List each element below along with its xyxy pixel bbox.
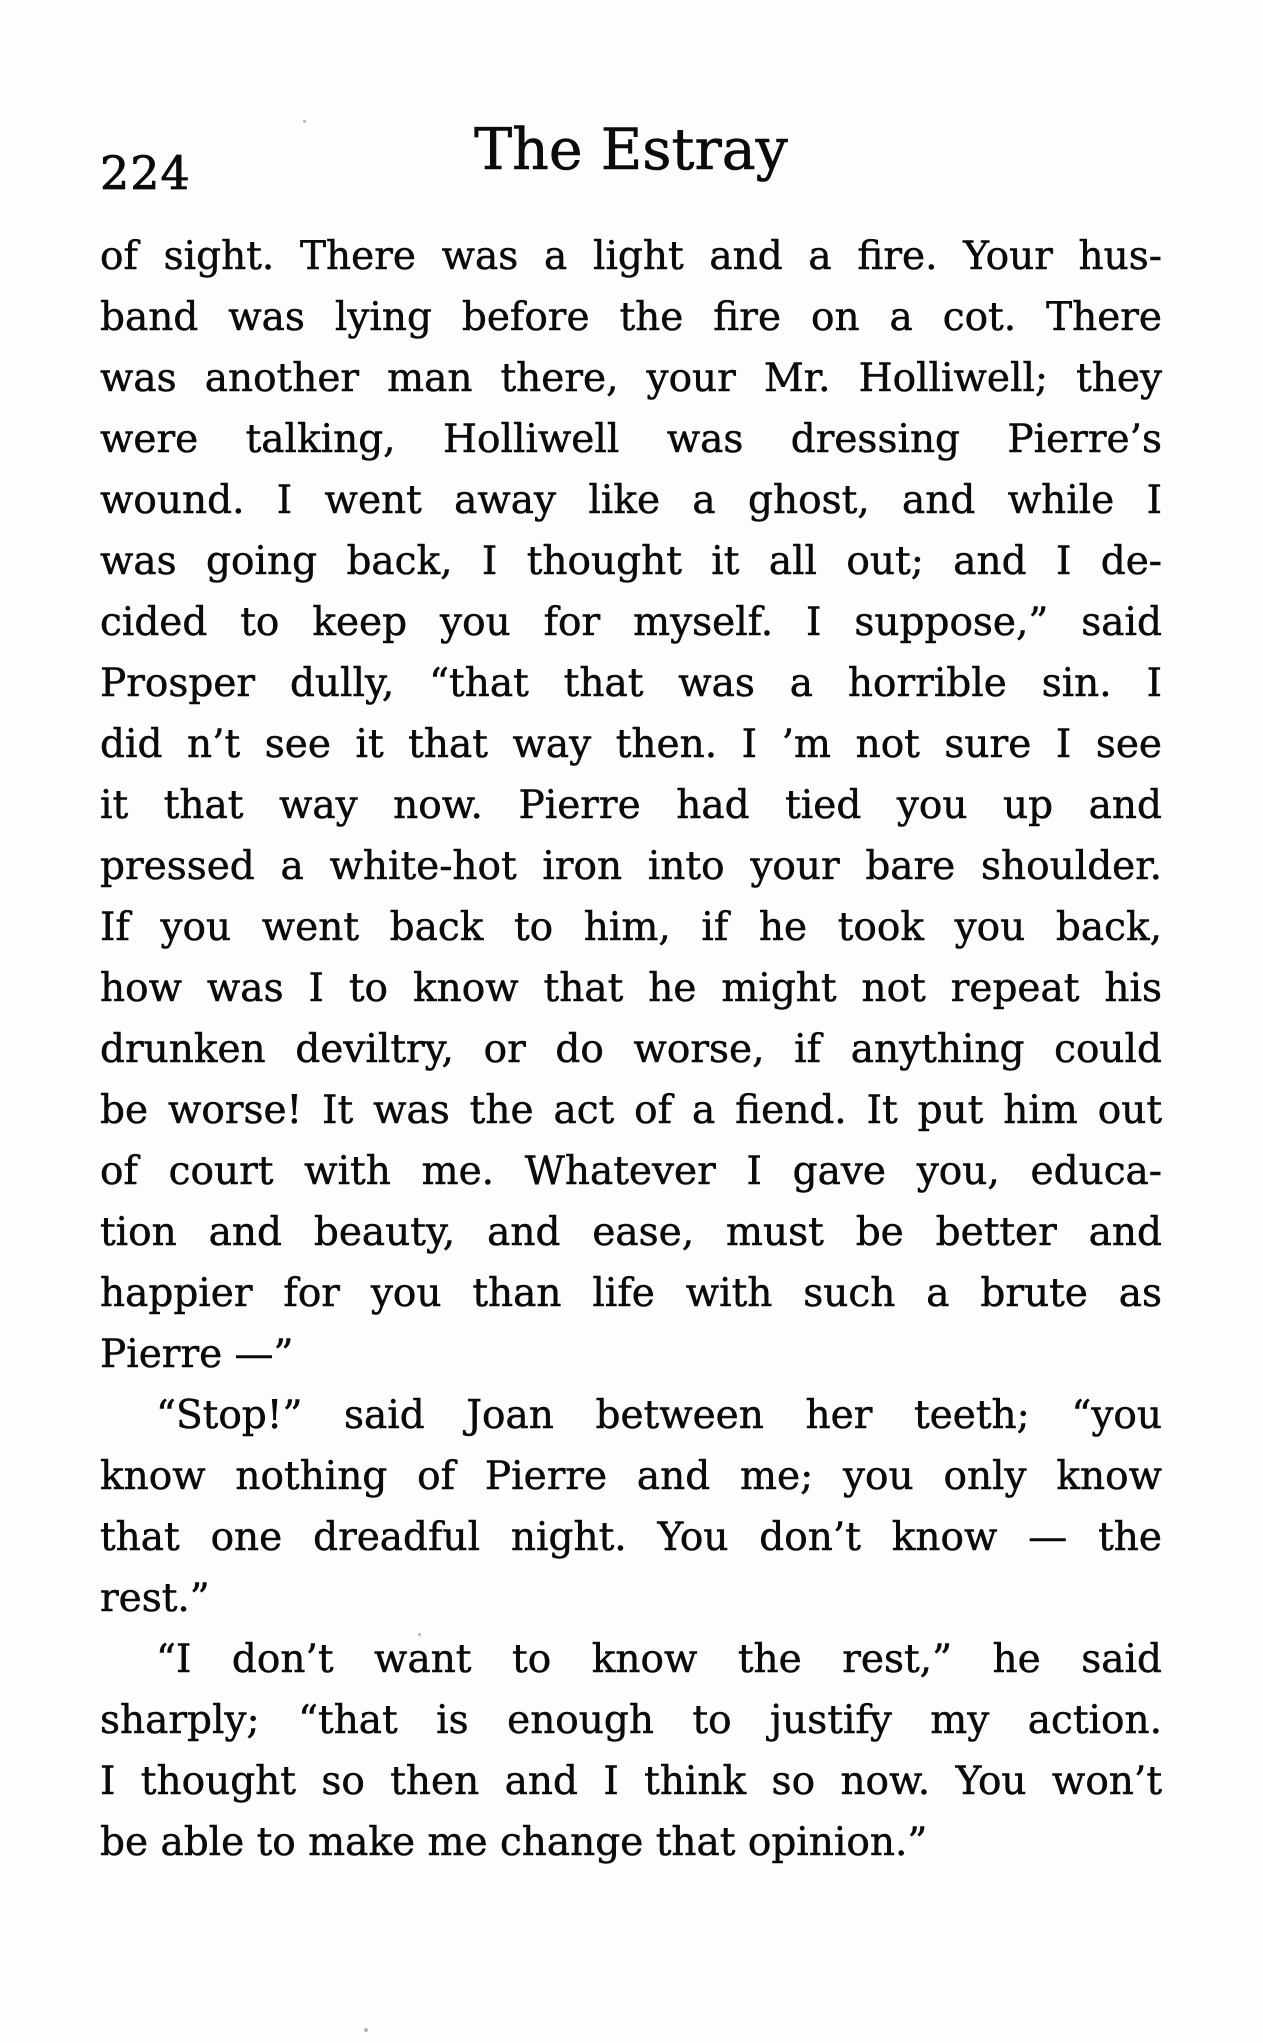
text-line: of sight. There was a light and a fire. Your hus- xyxy=(100,234,1162,279)
text-line: band was lying before the fire on a cot. There xyxy=(100,295,1162,340)
text-line: it that way now. Pierre had tied you up and xyxy=(100,783,1162,828)
text-line: sharply; “that is enough to justify my action. xyxy=(100,1698,1162,1743)
text-line: If you went back to him, if he took you back, xyxy=(100,905,1162,950)
text-line: of court with me. Whatever I gave you, educa- xyxy=(100,1149,1162,1194)
text-line: were talking, Holliwell was dressing Pierre’s xyxy=(100,417,1162,462)
scan-speck xyxy=(303,120,306,123)
scan-speck xyxy=(418,1633,421,1636)
text-line: cided to keep you for myself. I suppose,” said xyxy=(100,600,1162,645)
text-line: that one dreadful night. You don’t know — the xyxy=(100,1515,1162,1560)
page-title: The Estray xyxy=(474,117,788,183)
text-line: did n’t see it that way then. I ’m not sure I see xyxy=(100,722,1162,767)
page-number: 224 xyxy=(100,146,191,200)
page-content xyxy=(100,117,1162,1873)
text-line: know nothing of Pierre and me; you only know xyxy=(100,1454,1162,1499)
running-header xyxy=(100,117,1162,200)
text-line: rest.” xyxy=(100,1576,210,1621)
text-line: “Stop!” said Joan between her teeth; “you xyxy=(156,1393,1162,1438)
text-line: Pierre —” xyxy=(100,1332,294,1377)
text-line: I thought so then and I think so now. You won’t xyxy=(100,1759,1162,1804)
text-line: Prosper dully, “that that was a horrible sin. I xyxy=(100,661,1162,706)
text-line: happier for you than life with such a brute as xyxy=(100,1271,1162,1316)
body-text xyxy=(100,226,1162,1873)
text-line: drunken deviltry, or do worse, if anything could xyxy=(100,1027,1162,1072)
scan-speck xyxy=(364,2028,368,2032)
text-line: “I don’t want to know the rest,” he said xyxy=(156,1637,1162,1682)
text-line: tion and beauty, and ease, must be better and xyxy=(100,1210,1162,1255)
text-line: wound. I went away like a ghost, and while I xyxy=(100,478,1162,523)
text-line: how was I to know that he might not repeat his xyxy=(100,966,1162,1011)
text-line: be able to make me change that opinion.” xyxy=(100,1820,928,1865)
text-line: was going back, I thought it all out; and I de- xyxy=(100,539,1162,584)
text-line: be worse! It was the act of a fiend. It put him out xyxy=(100,1088,1162,1133)
text-line: pressed a white-hot iron into your bare shoulder. xyxy=(100,844,1162,889)
text-line: was another man there, your Mr. Holliwell; they xyxy=(100,356,1162,401)
